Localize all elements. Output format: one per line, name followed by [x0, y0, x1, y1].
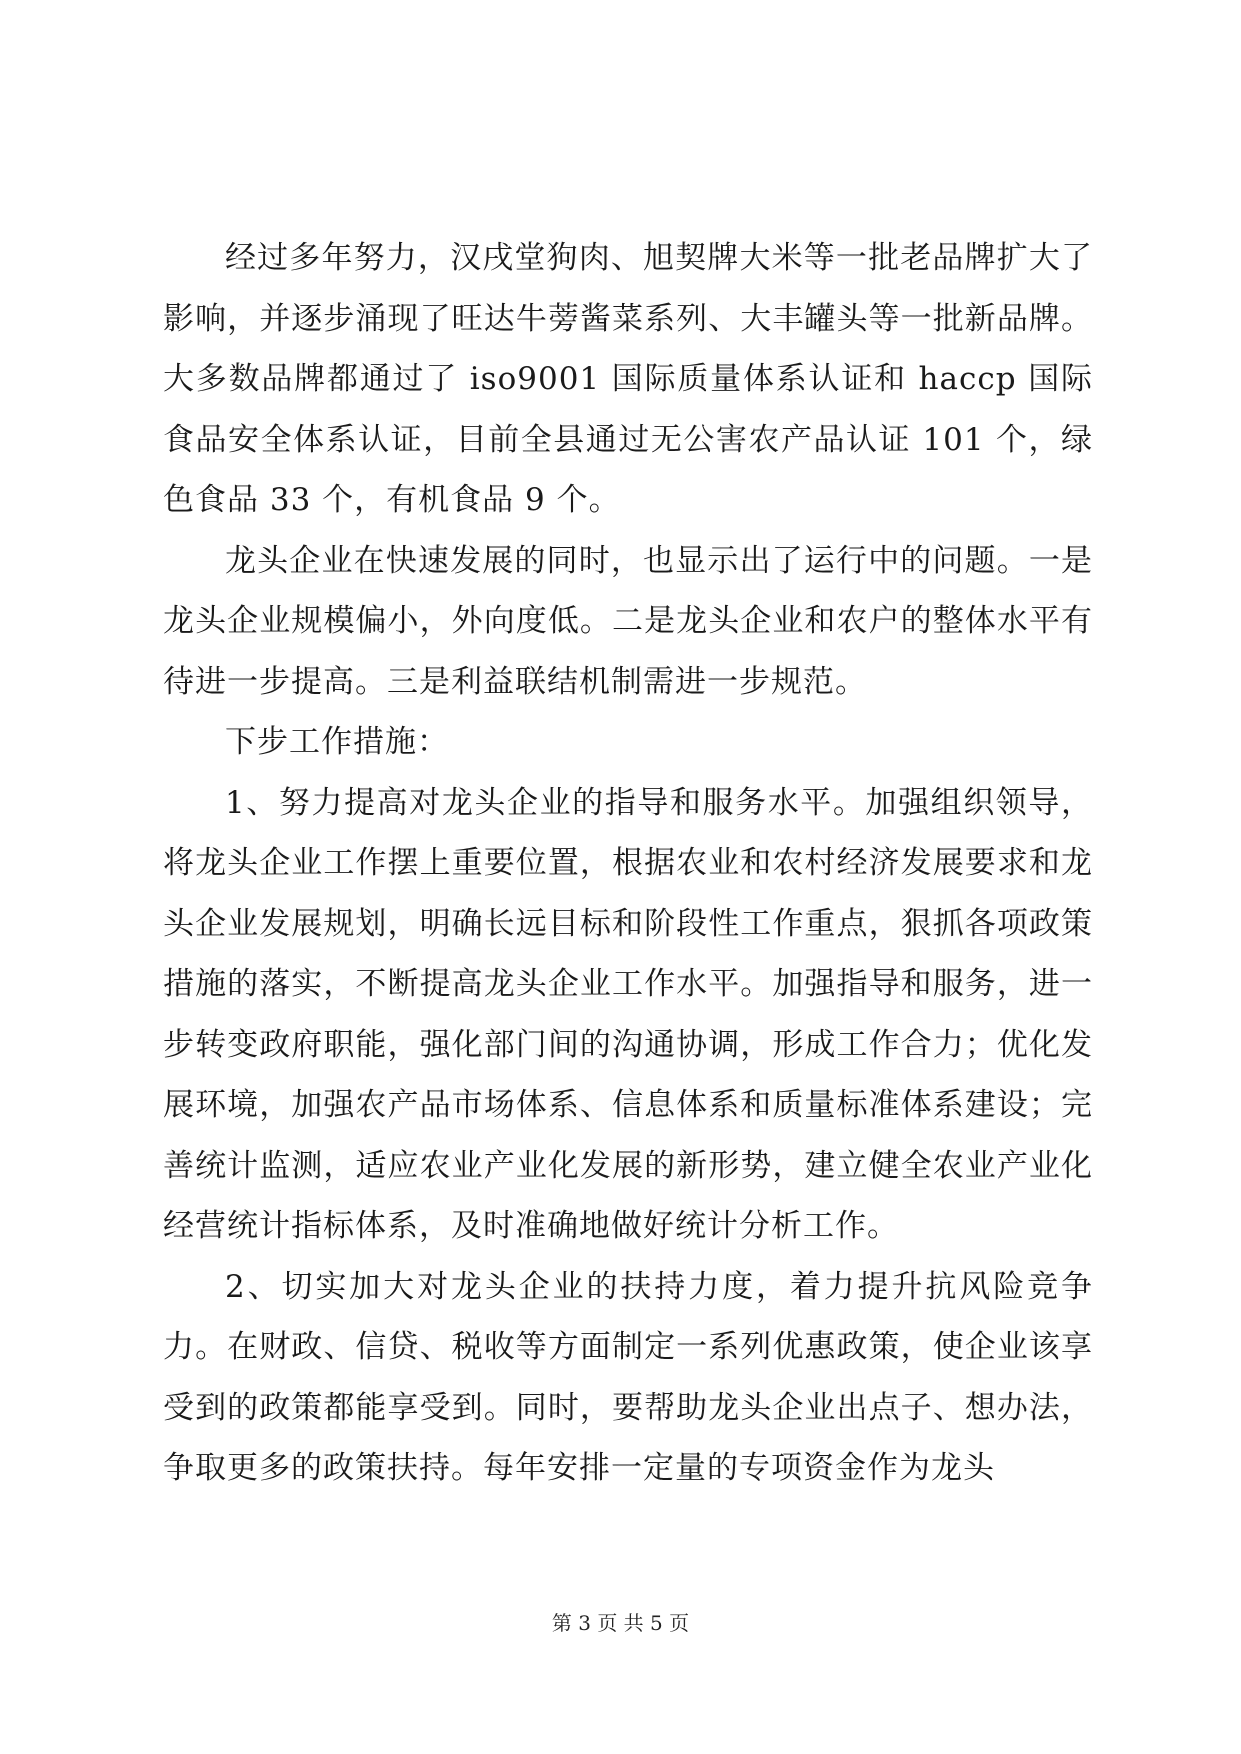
paragraph-brands: 经过多年努力，汉戌堂狗肉、旭契牌大米等一批老品牌扩大了影响，并逐步涌现了旺达牛蒡酱菜系列、大丰罐头等一批新品牌。大多数品牌都通过了 iso9001 国际质量体系认证和 haccp 国际食品安全体系认证，目前全县通过无公害农产品认证 101 个，绿色食品 33 个，有机食品 9 个。 — [163, 240, 1093, 518]
body-text — [163, 228, 1093, 1499]
paragraph-measure-1: 1、努力提高对龙头企业的指导和服务水平。加强组织领导，将龙头企业工作摆上重要位置，根据农业和农村经济发展要求和龙头企业发展规划，明确长远目标和阶段性工作重点，狠抓各项政策措施的落实，不断提高龙头企业工作水平。加强指导和服务，进一步转变政府职能，强化部门间的沟通协调，形成工作合力；优化发展环境，加强农产品市场体系、信息体系和质量标准体系建设；完善统计监测，适应农业产业化发展的新形势，建立健全农业产业化经营统计指标体系，及时准确地做好统计分析工作。 — [163, 784, 1093, 1244]
page-footer: 第 3 页 共 5 页 — [551, 1611, 690, 1635]
paragraph-measure-2: 2、切实加大对龙头企业的扶持力度，着力提升抗风险竞争力。在财政、信贷、税收等方面制定一系列优惠政策，使企业该享受到的政策都能享受到。同时，要帮助龙头企业出点子、想办法，争取更多的政策扶持。每年安排一定量的专项资金作为龙头 — [163, 1268, 1093, 1486]
paragraph-next-steps-heading: 下步工作措施： — [225, 724, 449, 760]
paragraph-problems: 龙头企业在快速发展的同时，也显示出了运行中的问题。一是龙头企业规模偏小，外向度低。二是龙头企业和农户的整体水平有待进一步提高。三是利益联结机制需进一步规范。 — [163, 542, 1093, 700]
